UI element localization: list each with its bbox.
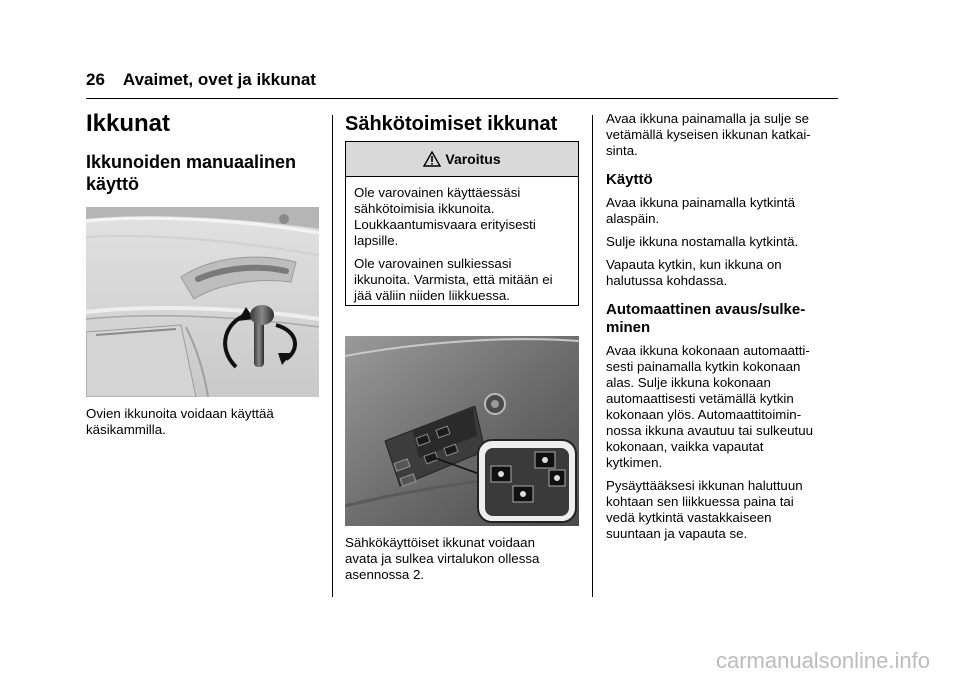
kaytto-paragraph-2: [606, 234, 846, 250]
kaytto-paragraph-3: [606, 257, 846, 289]
warning-triangle-icon: [423, 151, 441, 167]
text-line: Avaa ikkuna painamalla kytkintä: [606, 195, 795, 210]
subsection-title-line: käyttö: [86, 174, 140, 194]
heading-automatic: [606, 301, 846, 337]
warning-line: lapsille.: [354, 233, 399, 248]
warning-box: [345, 141, 579, 306]
figure-caption-power: [345, 535, 585, 583]
auto-paragraph-2: [606, 478, 846, 542]
text-line: nossa ikkuna avautuu tai sulkeutuu: [606, 423, 813, 438]
text-line: halutussa kohdassa.: [606, 273, 728, 288]
page-header: [86, 70, 316, 90]
text-line: alaspäin.: [606, 211, 660, 226]
caption-line: käsikammilla.: [86, 422, 166, 437]
text-line: Vapauta kytkin, kun ikkuna on: [606, 257, 782, 272]
watermark-text: carmanualsonline.info: [715, 648, 930, 673]
text-line: kokonaan ylös. Automaattitoimin-: [606, 407, 802, 422]
text-line: vetämällä kyseisen ikkunan katkai-: [606, 127, 811, 142]
figure-caption-manual: [86, 406, 326, 438]
kaytto-paragraph-1: [606, 195, 846, 227]
warning-line: Ole varovainen sulkiessasi: [354, 256, 512, 271]
warning-body: [346, 177, 578, 304]
heading-line: Automaattinen avaus/sulke-: [606, 301, 806, 318]
caption-line: asennossa 2.: [345, 567, 425, 582]
text-line: Sulje ikkuna nostamalla kytkintä.: [606, 234, 799, 249]
warning-paragraph-1: [354, 185, 570, 249]
chapter-title: Avaimet, ovet ja ikkunat: [122, 70, 316, 89]
column-divider-2: [592, 115, 593, 597]
warning-line: ikkunoita. Varmista, että mitään ei: [354, 272, 553, 287]
text-line: automaattisesti vetämällä kytkin: [606, 391, 794, 406]
subsection-title-manual: [86, 151, 326, 195]
warning-line: jää väliin niiden liikkuessa.: [354, 288, 510, 303]
warning-line: Ole varovainen käyttäessäsi: [354, 185, 521, 200]
warning-line: Loukkaantumisvaara erityisesti: [354, 217, 536, 232]
caption-line: avata ja sulkea virtalukon ollessa: [345, 551, 540, 566]
heading-line: minen: [606, 319, 651, 336]
caption-line: Ovien ikkunoita voidaan käyttää: [86, 406, 274, 421]
auto-paragraph-1: [606, 343, 846, 471]
text-line: vedä kytkintä vastakkaiseen: [606, 510, 772, 525]
caption-line: Sähkökäyttöiset ikkunat voidaan: [345, 535, 535, 550]
header-rule: [86, 98, 838, 99]
watermark: [0, 648, 960, 674]
text-line: sesti painamalla kytkin kokonaan: [606, 359, 801, 374]
power-window-switch-image: [345, 336, 579, 526]
heading-kaytto: Käyttö: [606, 171, 653, 188]
text-line: Avaa ikkuna kokonaan automaatti-: [606, 343, 810, 358]
section-title-power-windows: Sähkötoimiset ikkunat: [345, 113, 558, 135]
text-line: sinta.: [606, 143, 638, 158]
column-divider-1: [332, 115, 333, 597]
text-line: alas. Sulje ikkuna kokonaan: [606, 375, 771, 390]
warning-label: Varoitus: [445, 151, 501, 167]
warning-paragraph-2: [354, 256, 570, 304]
intro-paragraph: [606, 111, 846, 159]
text-line: Avaa ikkuna painamalla ja sulje se: [606, 111, 810, 126]
text-line: kokonaan, vaikka vapautat: [606, 439, 764, 454]
text-line: kohtaan sen liikkuessa paina tai: [606, 494, 794, 509]
warning-line: sähkötoimisia ikkunoita.: [354, 201, 495, 216]
text-line: suuntaan ja vapauta se.: [606, 526, 748, 541]
warning-header: [346, 142, 578, 177]
page-number: 26: [86, 70, 105, 89]
column-3-content: [606, 111, 846, 549]
text-line: kytkimen.: [606, 455, 663, 470]
door-handle-crank-image: [86, 207, 319, 397]
section-title-ikkunat: Ikkunat: [86, 110, 171, 137]
subsection-title-line: Ikkunoiden manuaalinen: [86, 152, 297, 172]
text-line: Pysäyttääksesi ikkunan haluttuun: [606, 478, 803, 493]
